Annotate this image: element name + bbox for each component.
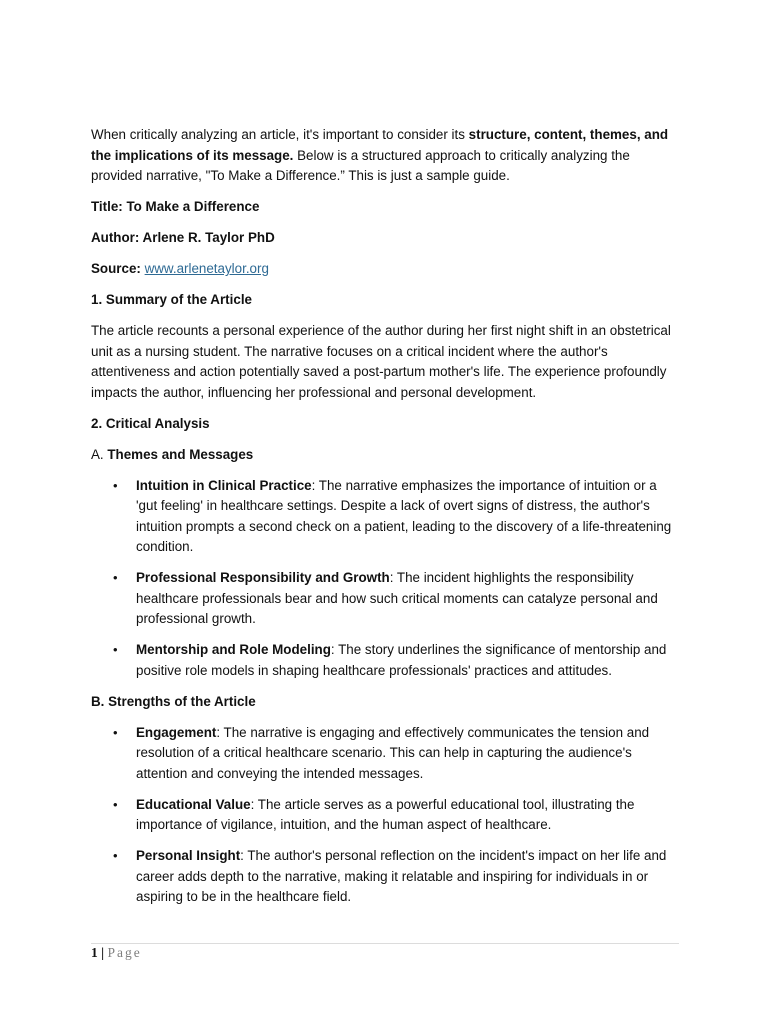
list-item — [91, 640, 681, 681]
bullet-icon: • — [113, 724, 118, 740]
document-body — [91, 125, 681, 918]
article-source — [91, 259, 681, 280]
page-number: 1 — [91, 945, 98, 960]
list-item — [91, 568, 681, 630]
strengths-list — [91, 723, 681, 908]
list-item-term: Intuition in Clinical Practice — [136, 477, 312, 493]
subheading-themes: A. Themes and Messages — [91, 446, 254, 462]
article-author: Author: Arlene R. Taylor PhD — [91, 230, 275, 245]
summary-paragraph: The article recounts a personal experience of the author during her first night shift in an obstetrical unit as a nursing student. The narrative focuses on a critical incident where the author's attentiveness and action potentially saved a post-partum mother's life. The experience profoundly impacts the author, influencing her professional and personal development. — [91, 323, 671, 400]
list-item — [91, 476, 681, 558]
bullet-icon: • — [113, 642, 118, 657]
list-item-text: : The author's personal reflection on the incident's impact on her life and career adds depth to the narrative, making it relatable and inspiring for individuals in or aspiring to be in the healthcare field. — [136, 848, 667, 904]
list-item-term: Mentorship and Role Modeling — [136, 642, 331, 657]
list-item-text: : The narrative is engaging and effectively communicates the tension and resolution of a critical healthcare scenario. This can help in capturing the audience's attention and conveying the intended messages. — [136, 724, 650, 781]
list-item-term: Educational Value — [136, 796, 251, 812]
bullet-icon: • — [113, 477, 118, 493]
list-item-term: Personal Insight — [136, 848, 241, 863]
bullet-icon: • — [113, 796, 118, 812]
list-item — [91, 723, 681, 785]
list-item-term: Professional Responsibility and Growth — [136, 570, 390, 585]
subheading-strengths: B. Strengths of the Article — [91, 693, 256, 709]
list-item-text: : The article serves as a powerful educational tool, illustrating the importance of vigilance, intuition, and the human aspect of healthcare. — [136, 796, 635, 832]
intro-emphasis: structure, content, themes, and the implications of its message. — [91, 127, 669, 163]
list-item — [91, 795, 681, 836]
section-heading-summary: 1. Summary of the Article — [91, 292, 252, 307]
list-item — [91, 846, 681, 908]
page-label: Page — [107, 945, 142, 960]
source-label: Source: — [91, 261, 141, 276]
list-item-text: : The incident highlights the responsibility healthcare professionals bear and how such critical moments can catalyze personal and professional growth. — [136, 570, 658, 626]
source-link[interactable]: www.arlenetaylor.org — [144, 261, 269, 276]
list-item-text: : The story underlines the significance of mentorship and positive role models in shaping healthcare professionals' practices and attitudes. — [136, 642, 667, 678]
bullet-icon: • — [113, 848, 118, 863]
list-item-term: Engagement — [136, 724, 217, 740]
themes-list — [91, 476, 681, 682]
intro-paragraph: When critically analyzing an article, it's important to consider its structure, content, themes, and the implications of its message. Below is a structured approach to critically analyzing the provided narrative, "To Make a Difference.” This is just a sample guide. — [91, 127, 669, 183]
article-title: Title: To Make a Difference — [91, 199, 260, 214]
bullet-icon: • — [113, 570, 118, 585]
list-item-text: : The narrative emphasizes the importance of intuition or a 'gut feeling' in healthcare settings. Despite a lack of overt signs of distress, the author's intuition prompts a second check on a patient, leading to the discovery of a life-threatening condition. — [136, 477, 672, 554]
page-footer — [91, 943, 679, 961]
footer-separator: | — [97, 945, 108, 960]
section-heading-analysis: 2. Critical Analysis — [91, 415, 210, 431]
